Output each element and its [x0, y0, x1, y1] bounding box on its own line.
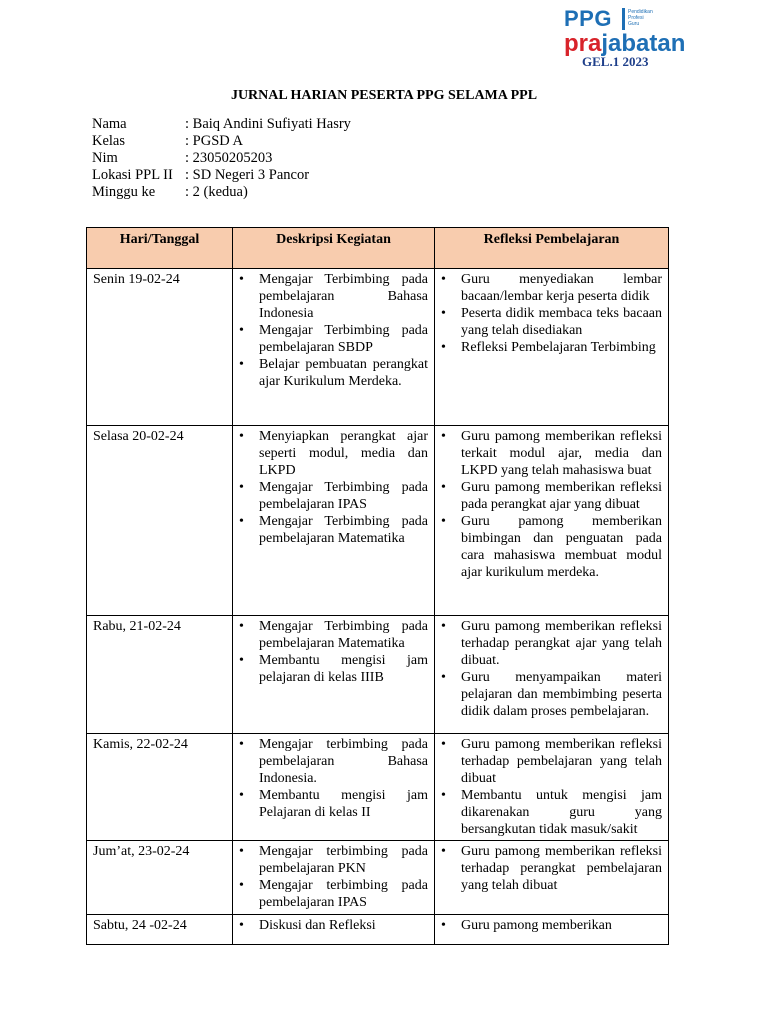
day-cell: Kamis, 22-02-24: [87, 734, 233, 841]
info-label: Nama: [92, 116, 127, 132]
list-item: • Guru pamong memberikan bimbingan dan penguatan pada cara mahasiswa membuat modul ajar kurikulum merdeka.: [441, 513, 662, 581]
page-title: JURNAL HARIAN PESERTA PPG SELAMA PPL: [230, 88, 538, 103]
reflections-cell: [435, 841, 669, 915]
logo-ppg-text: PPG: [564, 6, 612, 31]
list-item: • Mengajar Terbimbing pada pembelajaran Matematika: [239, 513, 428, 547]
reflections-list: [441, 618, 662, 720]
list-item: • Mengajar terbimbing pada pembelajaran PKN: [239, 843, 428, 877]
table-row: [87, 616, 669, 734]
list-item: • Guru pamong memberikan refleksi pada perangkat ajar yang dibuat: [441, 479, 662, 513]
reflections-list: [441, 736, 662, 838]
reflections-list: [441, 271, 662, 356]
reflections-cell: [435, 734, 669, 841]
table-row: [87, 426, 669, 616]
info-value: : 2 (kedua): [185, 184, 248, 200]
logo-pra: pra: [564, 30, 602, 57]
logo-jabatan: jabatan: [601, 30, 686, 57]
reflections-list: [441, 917, 662, 934]
list-item: • Mengajar Terbimbing pada pembelajaran Bahasa Indonesia: [239, 271, 428, 322]
logo-subtext-line: Profesi: [628, 15, 644, 21]
day-cell: Senin 19-02-24: [87, 269, 233, 426]
reflections-list: [441, 428, 662, 581]
activities-cell: [233, 426, 435, 616]
table-row: [87, 915, 669, 945]
activities-list: [239, 917, 428, 934]
info-value: : 23050205203: [185, 150, 273, 166]
info-label: Minggu ke: [92, 184, 156, 200]
logo-subtext-line: Guru: [628, 21, 640, 27]
table-row: [87, 734, 669, 841]
info-value: : SD Negeri 3 Pancor: [185, 167, 310, 183]
activities-list: [239, 736, 428, 821]
list-item: • Menyiapkan perangkat ajar seperti modul, media dan LKPD: [239, 428, 428, 479]
reflections-cell: [435, 269, 669, 426]
activities-cell: [233, 616, 435, 734]
activities-list: [239, 843, 428, 911]
list-item: • Guru pamong memberikan refleksi terkait modul ajar, media dan LKPD yang telah mahasiswa buat: [441, 428, 662, 479]
activities-cell: [233, 269, 435, 426]
activities-cell: [233, 734, 435, 841]
list-item: • Guru pamong memberikan refleksi terhadap perangkat ajar yang telah dibuat.: [441, 618, 662, 669]
header-refleksi-pembelajaran: Refleksi Pembelajaran: [435, 228, 669, 269]
info-label: Kelas: [92, 133, 126, 149]
header-deskripsi-kegiatan: Deskripsi Kegiatan: [233, 228, 435, 269]
list-item: • Guru menyampaikan materi pelajaran dan membimbing peserta didik dalam proses pembelajaran.: [441, 669, 662, 720]
list-item: • Guru pamong memberikan refleksi terhadap pembelajaran yang telah dibuat: [441, 736, 662, 787]
info-label: Nim: [92, 150, 118, 166]
day-cell: Rabu, 21-02-24: [87, 616, 233, 734]
info-value: : PGSD A: [185, 133, 244, 149]
activities-list: [239, 618, 428, 686]
list-item: • Guru pamong memberikan: [441, 917, 662, 934]
activities-cell: [233, 841, 435, 915]
list-item: • Mengajar Terbimbing pada pembelajaran SBDP: [239, 322, 428, 356]
table-row: [87, 841, 669, 915]
activities-list: [239, 271, 428, 390]
list-item: • Peserta didik membaca teks bacaan yang telah disediakan: [441, 305, 662, 339]
list-item: • Membantu mengisi jam pelajaran di kelas IIIB: [239, 652, 428, 686]
table-row: [87, 269, 669, 426]
reflections-cell: [435, 426, 669, 616]
activities-cell: [233, 915, 435, 945]
list-item: • Mengajar terbimbing pada pembelajaran IPAS: [239, 877, 428, 911]
list-item: • Guru menyediakan lembar bacaan/lembar kerja peserta didik: [441, 271, 662, 305]
list-item: • Mengajar Terbimbing pada pembelajaran IPAS: [239, 479, 428, 513]
day-cell: Sabtu, 24 -02-24: [87, 915, 233, 945]
list-item: • Belajar pembuatan perangkat ajar Kurikulum Merdeka.: [239, 356, 428, 390]
reflections-cell: [435, 616, 669, 734]
logo-subtext-line: Pendidikan: [628, 9, 653, 15]
day-cell: Jum’at, 23-02-24: [87, 841, 233, 915]
table-header-row: [87, 228, 669, 269]
info-value: : Baiq Andini Sufiyati Hasry: [185, 116, 351, 132]
list-item: • Membantu untuk mengisi jam dikarenakan guru yang bersangkutan tidak masuk/sakit: [441, 787, 662, 838]
info-label: Lokasi PPL II: [92, 167, 173, 183]
logo-gel-text: GEL.1 2023: [582, 54, 649, 69]
journal-table: [86, 227, 669, 945]
list-item: • Refleksi Pembelajaran Terbimbing: [441, 339, 662, 356]
activities-list: [239, 428, 428, 547]
reflections-list: [441, 843, 662, 894]
list-item: • Mengajar Terbimbing pada pembelajaran Matematika: [239, 618, 428, 652]
list-item: • Guru pamong memberikan refleksi terhadap perangkat pembelajaran yang telah dibuat: [441, 843, 662, 894]
list-item: • Diskusi dan Refleksi: [239, 917, 428, 934]
header-hari-tanggal: Hari/Tanggal: [87, 228, 233, 269]
list-item: • Mengajar terbimbing pada pembelajaran Bahasa Indonesia.: [239, 736, 428, 787]
day-cell: Selasa 20-02-24: [87, 426, 233, 616]
list-item: • Membantu mengisi jam Pelajaran di kelas II: [239, 787, 428, 821]
reflections-cell: [435, 915, 669, 945]
